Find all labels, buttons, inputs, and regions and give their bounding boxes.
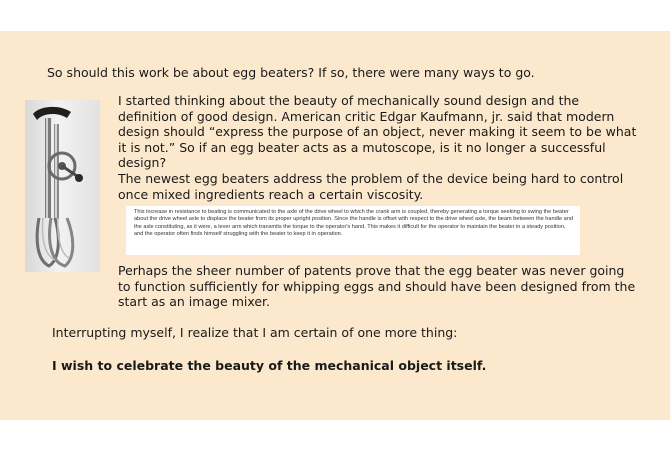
paragraph-newest-beaters: The newest egg beaters address the problem of the device being hard to control once mixed ingredients reach a certain viscosity. [118, 171, 624, 202]
interrupt-text: Interrupting myself, I realize that I am certain of one more thing: [52, 325, 458, 340]
paragraph-patents: Perhaps the sheer number of patents prove that the egg beater was never going to function sufficiently for whipping eggs and should have been designed from the start as an image mixer. [118, 263, 636, 309]
egg-beater-photo [25, 100, 100, 272]
celebrate-statement: I wish to celebrate the beauty of the mechanical object itself. [52, 358, 487, 373]
egg-beater-icon [25, 100, 100, 272]
slide [0, 31, 670, 420]
paragraph-good-design: I started thinking about the beauty of mechanically sound design and the definition of good design. American critic Edgar Kaufmann, jr. said that modern design should “express the purpose of an object, never making it seem to be what it is not.” So if an egg beater acts as a mutoscope, is it no longer a successful design? [118, 93, 637, 170]
intro-text: So should this work be about egg beaters? If so, there were many ways to go. [47, 65, 535, 80]
patent-quote-box: This increase in resistance to beating is communicated to the axle of the drive wheel to which the crank arm is coupled, thereby generating a torque seeking to swing the beater about the drive wheel axle to displace the beater from its proper upright position. Since the handle is offset with respect to the drive wheel axle, the beam between the handle and the axle constituting, as it were, a lever arm which transmits the torque to the operator's hand. This makes it difficult for the operator to maintain the beater in a steady position, and the operator often finds himself struggling with the beater to keep it in operation. [126, 206, 580, 255]
